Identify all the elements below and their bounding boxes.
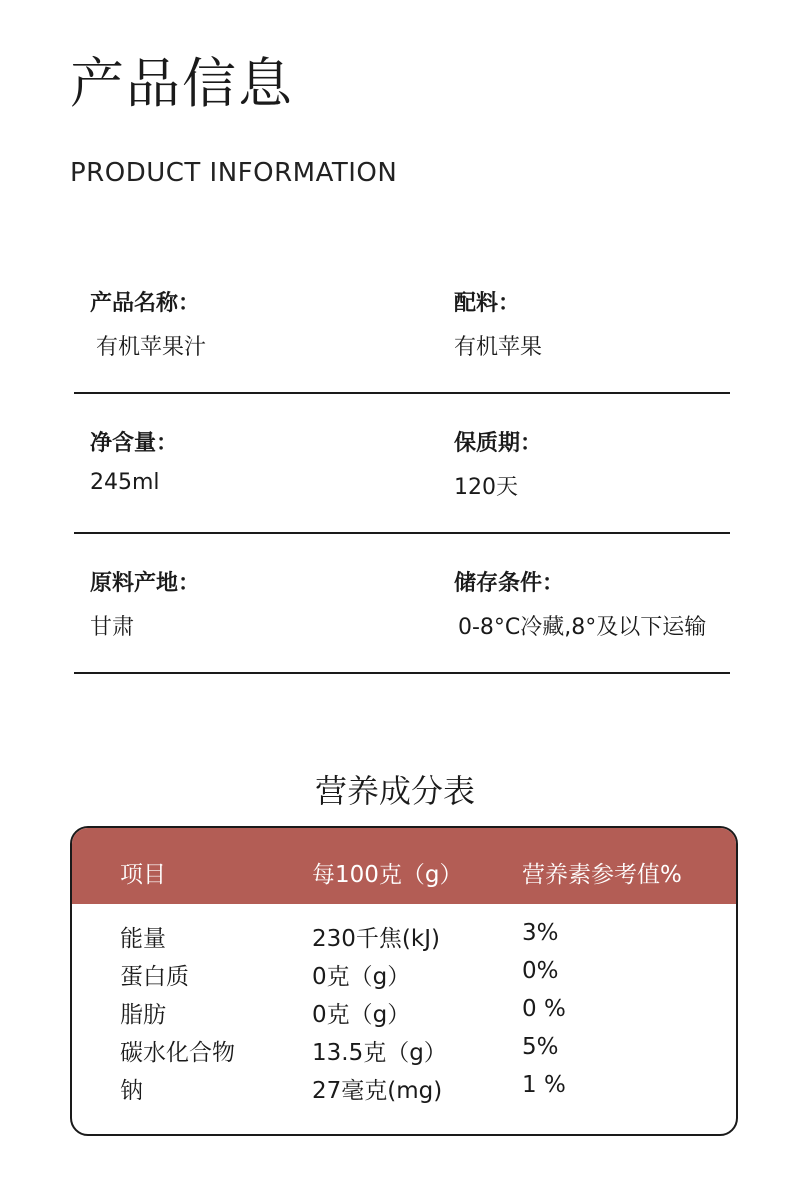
info-label: 配料： <box>454 291 521 316</box>
nutrient-amount: 27毫克(mg) <box>312 1078 443 1104</box>
info-value: 有机苹果汁 <box>96 335 207 360</box>
info-label: 原料产地： <box>90 571 201 596</box>
nutrient-nrv: 0 % <box>522 996 566 1022</box>
nutrient-name: 碳水化合物 <box>120 1040 235 1066</box>
table-row <box>72 1072 736 1110</box>
nutrient-name: 钠 <box>120 1078 143 1104</box>
info-label: 产品名称： <box>90 291 201 316</box>
nutrient-name: 蛋白质 <box>120 964 189 990</box>
info-value: 0-8°C冷藏,8°及以下运输 <box>458 615 707 640</box>
info-row <box>74 532 730 674</box>
nutrient-amount: 13.5克（g） <box>312 1040 447 1066</box>
column-header-per-100g: 每100克（g） <box>312 862 463 888</box>
nutrient-name: 脂肪 <box>120 1002 166 1028</box>
nutrition-table <box>70 826 738 1136</box>
info-row <box>74 392 730 534</box>
table-row <box>72 920 736 958</box>
nutrient-amount: 0克（g） <box>312 964 411 990</box>
nutrient-name: 能量 <box>120 926 166 952</box>
nutrient-nrv: 1 % <box>522 1072 566 1098</box>
info-label: 净含量： <box>90 431 179 456</box>
info-value: 有机苹果 <box>454 335 543 360</box>
table-row <box>72 996 736 1034</box>
info-value: 甘肃 <box>90 615 135 640</box>
nutrient-amount: 230千焦(kJ) <box>312 926 440 952</box>
nutrient-nrv: 0% <box>522 958 559 984</box>
column-header-nrv: 营养素参考值% <box>522 862 682 888</box>
table-row <box>72 958 736 996</box>
info-value: 120天 <box>454 475 518 500</box>
info-value: 245ml <box>90 470 160 495</box>
column-header-item: 项目 <box>120 862 166 888</box>
nutrient-nrv: 5% <box>522 1034 559 1060</box>
info-row <box>74 252 730 394</box>
table-row <box>72 1034 736 1072</box>
page-title-en: PRODUCT INFORMATION <box>70 158 398 188</box>
nutrition-table-header <box>72 828 736 904</box>
nutrition-title: 营养成分表 <box>314 772 475 810</box>
info-label: 保质期： <box>454 431 543 456</box>
nutrient-amount: 0克（g） <box>312 1002 411 1028</box>
info-label: 储存条件： <box>454 571 565 596</box>
page-title-cn: 产品信息 <box>70 52 294 115</box>
nutrient-nrv: 3% <box>522 920 559 946</box>
